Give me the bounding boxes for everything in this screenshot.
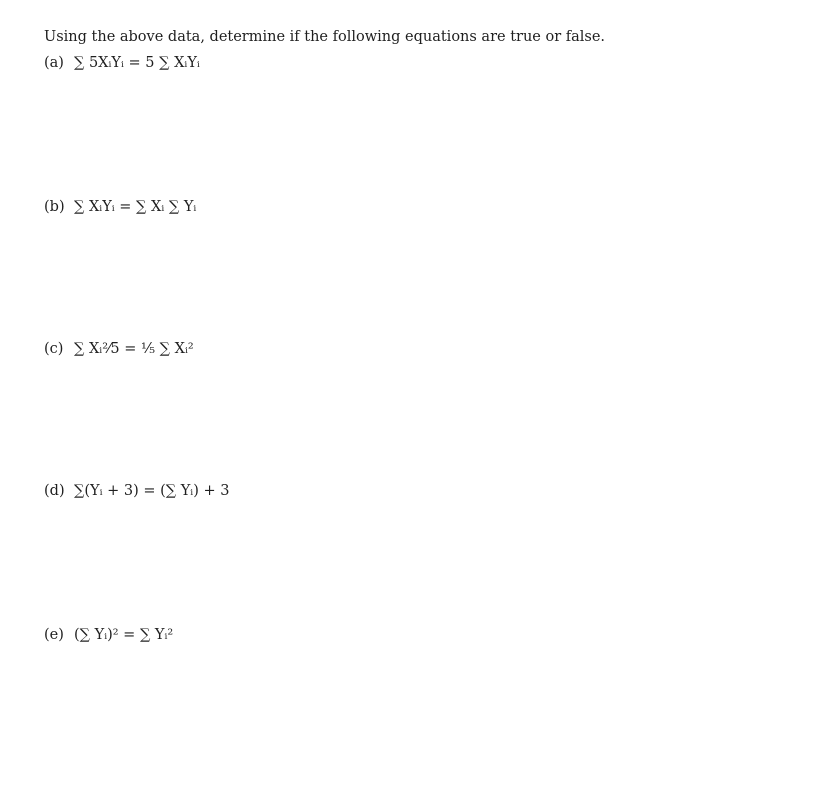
equation-label: (e) — [44, 627, 64, 643]
equation-item-c — [44, 340, 194, 358]
equation-label: (d) — [44, 483, 65, 499]
equation-label: (b) — [44, 199, 65, 215]
instruction-text: Using the above data, determine if the following equations are true or false. — [44, 29, 606, 45]
equation-text: (∑ Yᵢ)² = ∑ Yᵢ² — [74, 627, 174, 643]
equation-text: ∑ XᵢYᵢ = ∑ Xᵢ ∑ Yᵢ — [74, 199, 197, 215]
equation-item-b — [44, 198, 196, 216]
equation-text: ∑(Yᵢ + 3) = (∑ Yᵢ) + 3 — [74, 483, 230, 499]
equation-item-a — [44, 54, 200, 72]
equation-text: ∑ 5XᵢYᵢ = 5 ∑ XᵢYᵢ — [74, 55, 200, 71]
equation-label: (c) — [44, 341, 64, 357]
equation-item-e — [44, 626, 173, 644]
equation-text: ∑ Xᵢ²⁄5 = ¹⁄₅ ∑ Xᵢ² — [74, 341, 194, 357]
equation-item-d — [44, 482, 229, 500]
equation-label: (a) — [44, 55, 64, 71]
